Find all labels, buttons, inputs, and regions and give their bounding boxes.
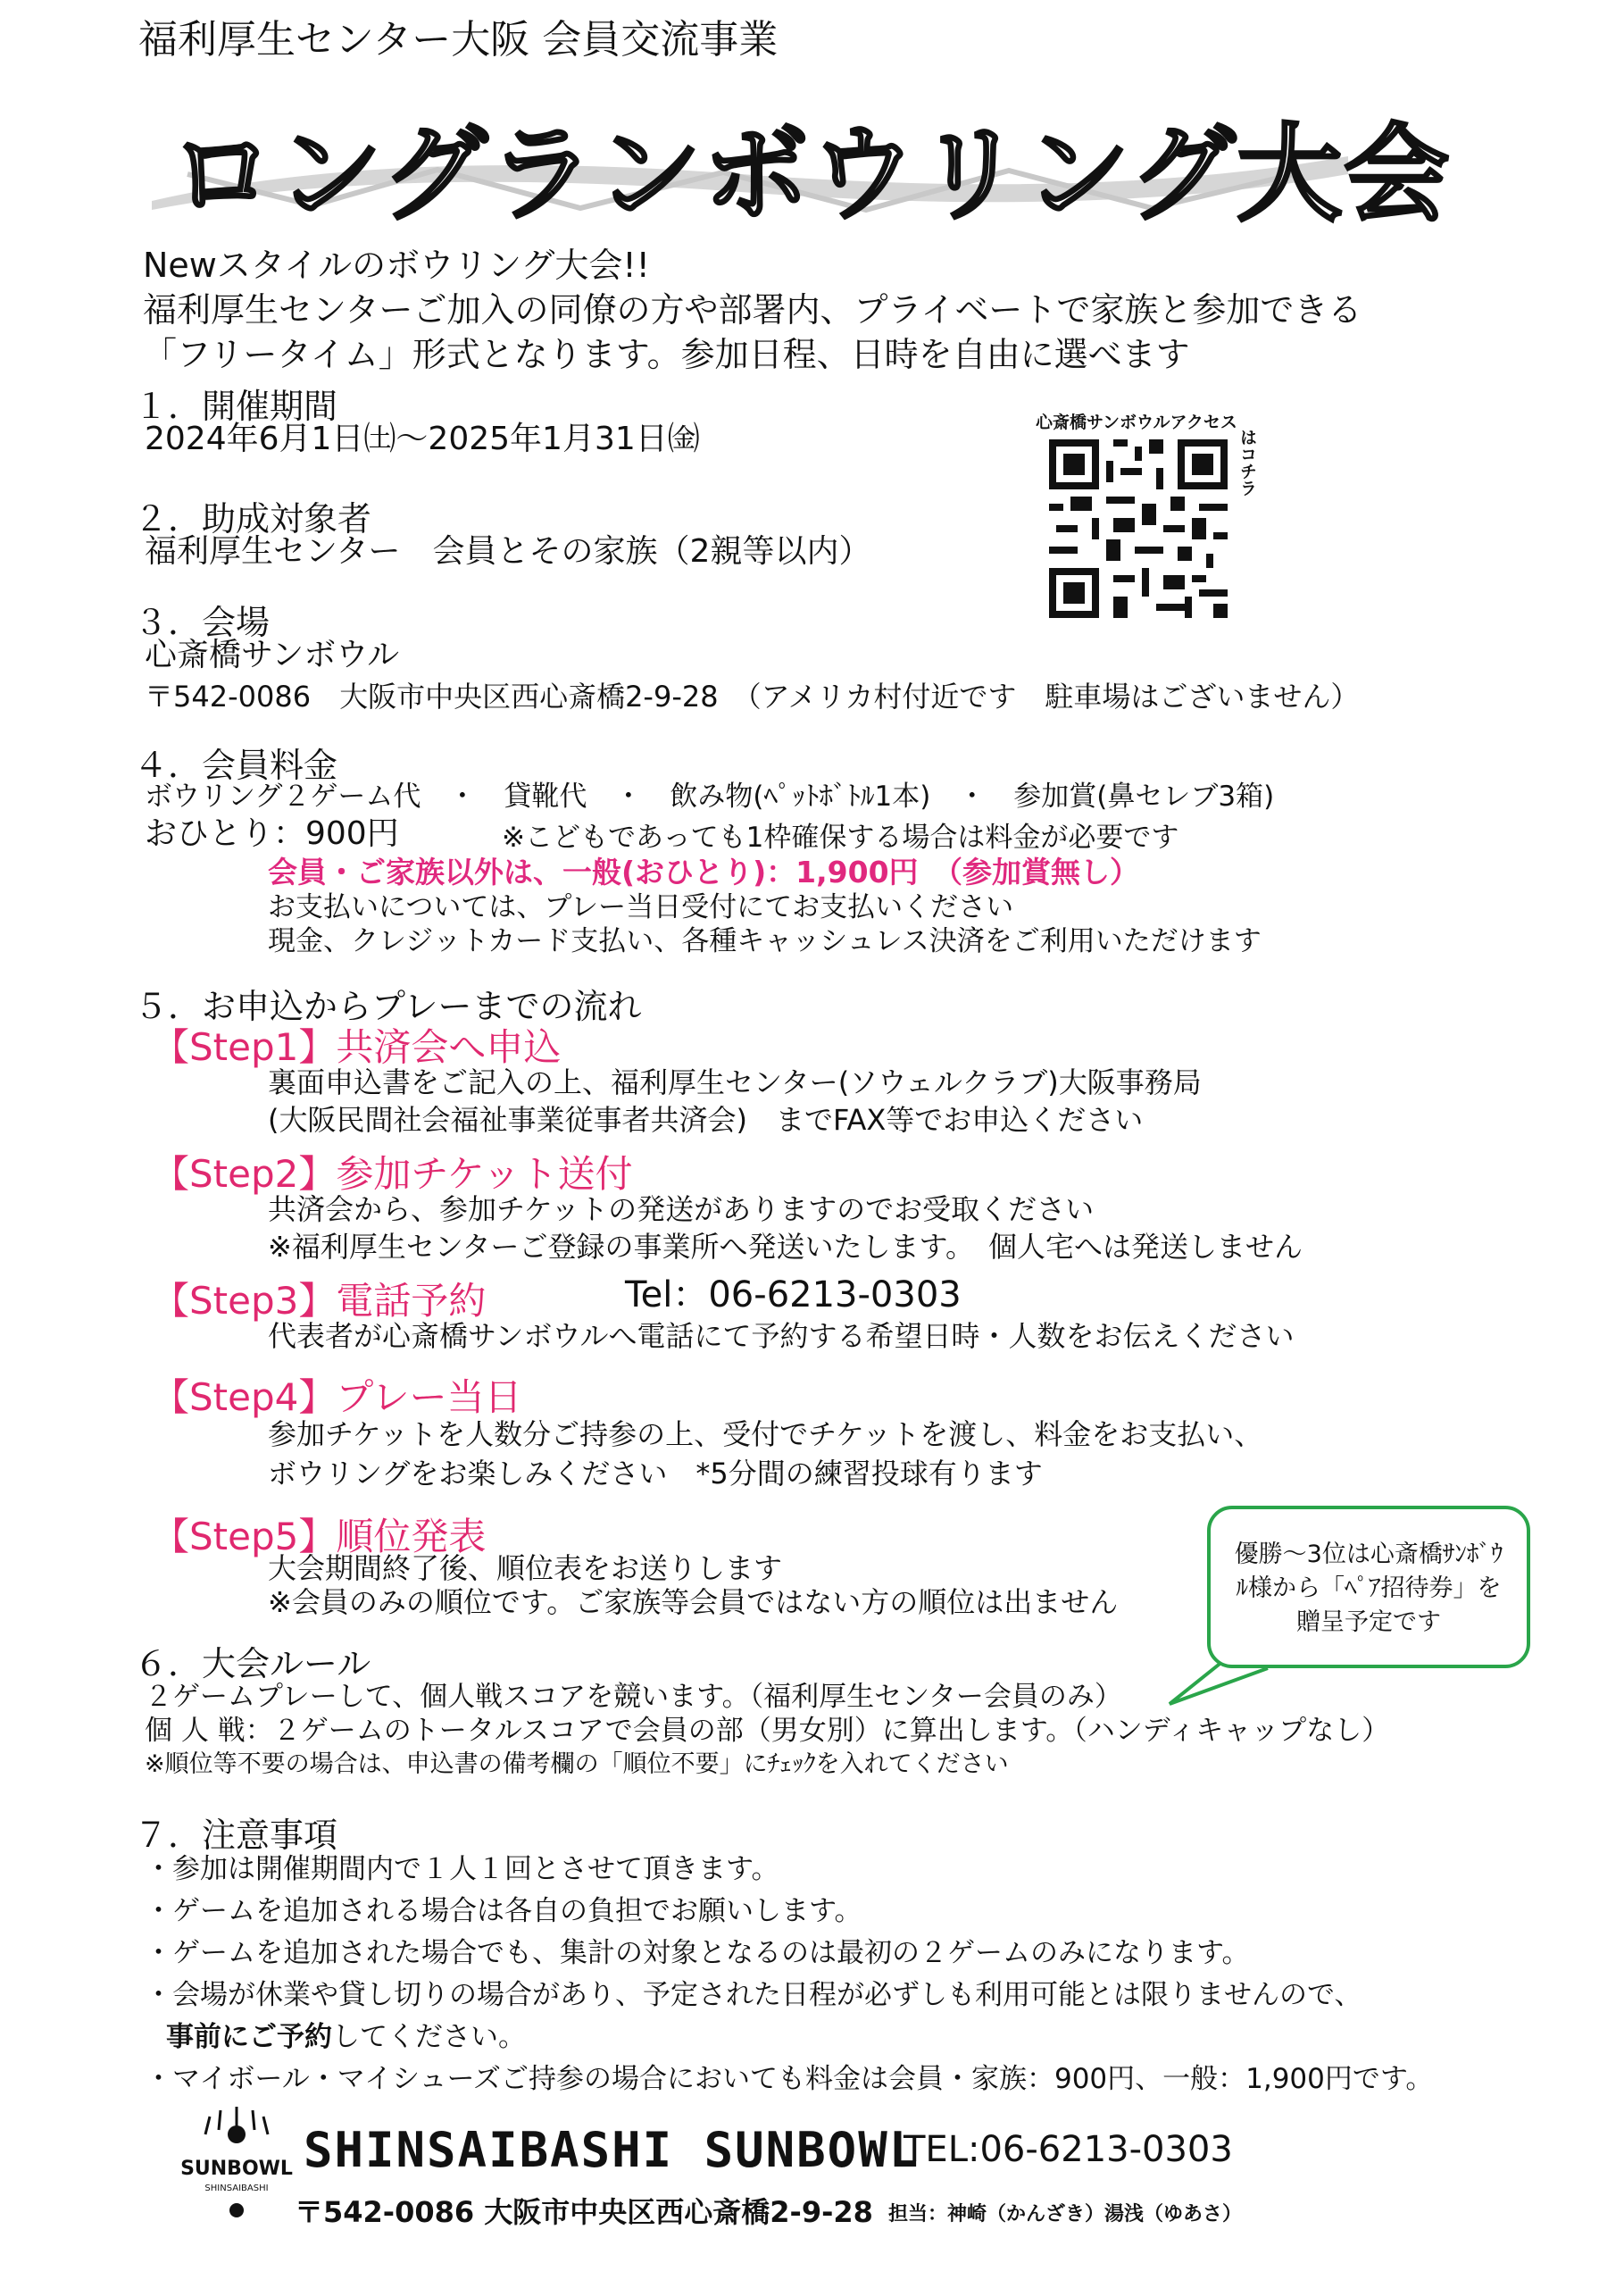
footer-address: 〒542-0086 大阪市中央区西心斎橋2-9-28	[295, 2195, 873, 2229]
price-note: ※こどもであっても1枠確保する場合は料金が必要です	[502, 822, 1179, 854]
title-block	[116, 89, 1452, 236]
step-5-line: ※会員のみの順位です。ご家族等会員ではない方の順位は出ません	[268, 1585, 1119, 1619]
step-2-line: ※福利厚生センターご登録の事業所へ発送いたします。 個人宅へは発送しません	[268, 1230, 1303, 1264]
section-2-heading: ２．助成対象者	[134, 499, 372, 539]
page-title: ロングランボウリング大会	[170, 113, 1452, 236]
member-price: おひとり：900円	[145, 815, 399, 852]
bubble-tail	[1170, 1661, 1286, 1715]
step-2-line: 共済会から、参加チケットの発送がありますのでお受取ください	[268, 1192, 1095, 1226]
logo-subtext: SHINSAIBASHI	[204, 2184, 269, 2193]
qr-label: 心斎橋サンボウルアクセス	[1036, 413, 1237, 432]
note-item: ・マイボール・マイシューズご持参の場合においても料金は会員・家族：900円、一般：1,900円です。	[145, 2063, 1434, 2095]
step-1-title: 【Step1】共済会へ申込	[152, 1025, 562, 1069]
rules-note: ※順位等不要の場合は、申込書の備考欄の「順位不要」にﾁｪｯｸを入れてください	[145, 1750, 1009, 1778]
step-3-line: 代表者が心斎橋サンボウルへ電話にて予約する希望日時・人数をお伝えください	[268, 1319, 1295, 1353]
note-item-text: してください。	[332, 2021, 526, 2053]
section-7-heading: ７．注意事項	[134, 1816, 338, 1855]
organizer-heading: 福利厚生センター大阪 会員交流事業	[138, 17, 779, 63]
section-3-heading: ３．会場	[134, 603, 271, 642]
payment-note: お支払いについては、プレー当日受付にてお支払いください	[268, 891, 1014, 923]
rules-line: 個 人 戦：２ゲームのトータルスコアで会員の部（男女別）に算出します。（ハンディキャップなし）	[145, 1715, 1390, 1747]
general-price: 会員・ご家族以外は、一般(おひとり)：1,900円 （参加賞無し）	[268, 855, 1140, 889]
note-emphasis: 事前にご予約	[166, 2021, 332, 2053]
callout-line: ﾙ様から「ﾍﾟｱ招待券」を	[1236, 1574, 1502, 1602]
notes-list	[145, 1849, 1433, 2100]
venue-address: 〒542-0086 大阪市中央区西心斎橋2-9-28 （アメリカ村付近です 駐車場はございません）	[145, 680, 1360, 714]
step-5-line: 大会期間終了後、順位表をお送りします	[268, 1551, 783, 1585]
section-6-heading: ６．大会ルール	[134, 1644, 371, 1683]
logo-text: SUNBOWL	[180, 2158, 293, 2180]
note-item: ・ゲームを追加された場合でも、集計の対象となるのは最初の２ゲームのみになります。	[145, 1937, 1250, 1969]
intro-text	[143, 243, 1362, 377]
footer-tel[interactable]: TEL:06-6213-0303	[904, 2129, 1233, 2170]
section-1-heading: １．開催期間	[134, 387, 338, 426]
step-4-line: ボウリングをお楽しみください *5分間の練習投球有ります	[268, 1457, 1043, 1491]
payment-methods: 現金、クレジットカード支払い、各種キャッシュレス決済をご利用いただけます	[268, 925, 1262, 957]
note-item: ・参加は開催期間内で１人１回とさせて頂きます。	[145, 1853, 779, 1885]
step-4-title: 【Step4】プレー当日	[152, 1375, 522, 1419]
eligible-members: 福利厚生センター 会員とその家族（2親等以内）	[145, 533, 871, 570]
step-3-title: 【Step3】電話予約	[152, 1279, 487, 1323]
step-4-line: 参加チケットを人数分ご持参の上、受付でチケットを渡し、料金をお支払い、	[268, 1417, 1263, 1451]
callout-line: 優勝～3位は心斎橋ｻﾝﾎﾞｳ	[1234, 1541, 1503, 1568]
step-5-title: 【Step5】順位発表	[152, 1515, 487, 1558]
note-item: ・ゲームを追加される場合は各自の負担でお願いします。	[145, 1895, 862, 1927]
step-2-title: 【Step2】参加チケット送付	[152, 1152, 633, 1196]
qr-side-label: はコチラ	[1237, 429, 1257, 497]
rules-line: ２ゲームプレーして、個人戦スコアを競います。（福利厚生センター会員のみ）	[145, 1681, 1122, 1713]
step-1-line: (大阪民間社会福祉事業従事者共済会) までFAX等でお申込ください	[268, 1103, 1144, 1137]
step-1-line: 裏面申込書をご記入の上、福利厚生センター(ソウェルクラブ)大阪事務局	[268, 1065, 1202, 1099]
callout-line: 贈呈予定です	[1296, 1608, 1441, 1636]
note-item: ・会場が休業や貸し切りの場合があり、予定された日程が必ずしも利用可能とは限りませんので、	[145, 1979, 1362, 2011]
section-5-heading: ５．お申込からプレーまでの流れ	[134, 987, 642, 1026]
prize-callout	[1207, 1506, 1530, 1668]
intro-line: 福利厚生センターご加入の同僚の方や部署内、プライベートで家族と参加できる	[143, 290, 1362, 330]
event-period: 2024年6月1日㈯～2025年1月31日㈮	[145, 421, 700, 457]
venue-name: 心斎橋サンボウル	[145, 637, 400, 673]
sunbowl-logo	[180, 2103, 293, 2224]
footer-venue-name: SHINSAIBASHI SUNBOWL	[304, 2122, 920, 2178]
intro-line: 「フリータイム」形式となります。参加日程、日時を自由に選べます	[143, 335, 1190, 374]
qr-code-icon[interactable]	[1049, 439, 1228, 618]
footer-staff: 担当：神崎（かんざき）湯浅（ゆあさ）	[888, 2203, 1243, 2225]
intro-line: Newスタイルのボウリング大会!!	[143, 246, 650, 285]
section-4-heading: ４．会員料金	[134, 746, 338, 785]
reservation-tel[interactable]: Tel：06-6213-0303	[625, 1274, 962, 1315]
note-item	[145, 2017, 1433, 2058]
fee-includes: ボウリング２ゲーム代 ・ 貸靴代 ・ 飲み物(ﾍﾟｯﾄﾎﾞﾄﾙ1本) ・ 参加賞(鼻セレブ3箱)	[145, 781, 1275, 813]
